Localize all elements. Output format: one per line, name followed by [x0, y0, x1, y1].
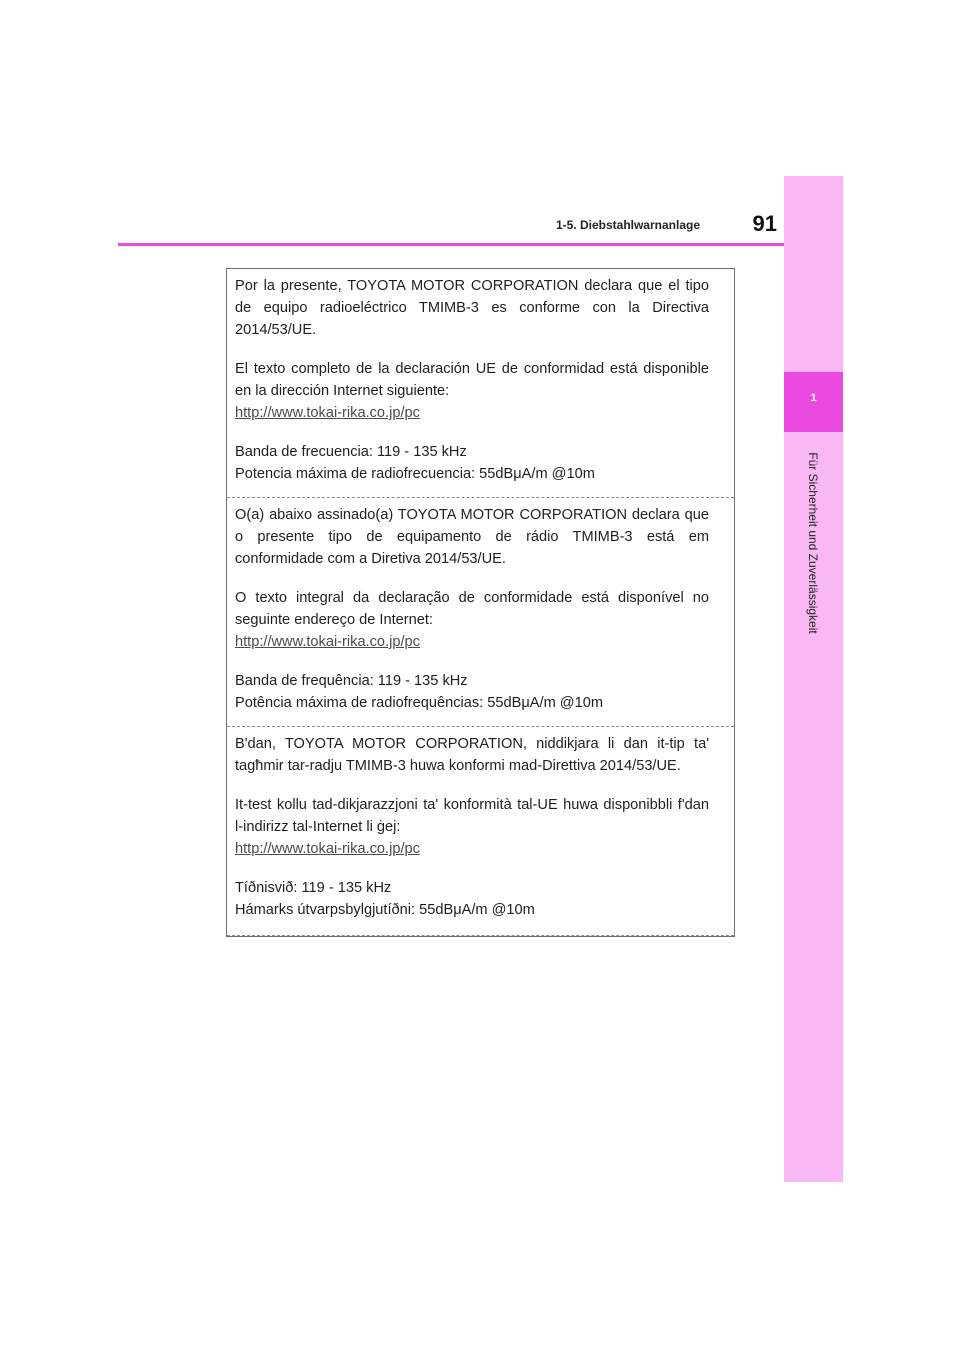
- declaration-link[interactable]: http://www.tokai-rika.co.jp/pc: [235, 841, 420, 857]
- chapter-number: 1: [810, 392, 817, 404]
- power-text: Potencia máxima de radiofrecuencia: 55dBμA/m @10m: [235, 466, 595, 482]
- availability-text: El texto completo de la declaración UE de conformidad está disponible en la dirección Internet siguiente:: [235, 361, 709, 399]
- power-text: Hámarks útvarpsbylgjutíðni: 55dBμA/m @10m: [235, 902, 535, 918]
- declaration-text: O(a) abaixo assinado(a) TOYOTA MOTOR CORPORATION declara que o presente tipo de equipamento de rádio TMIMB-3 está em conformidade com a Diretiva 2014/53/UE.: [235, 507, 709, 567]
- frequency-text: Banda de frecuencia: 119 - 135 kHz: [235, 444, 467, 460]
- power-text: Potência máxima de radiofrequências: 55dBμA/m @10m: [235, 695, 603, 711]
- conformity-notice-box: [226, 268, 735, 937]
- section-title: 1-5. Diebstahlwarnanlage: [555, 218, 700, 232]
- notice-section-spanish: [227, 269, 734, 498]
- chapter-label: Für Sicherheit und Zuverlässigkeit: [806, 452, 820, 634]
- header-rule: [118, 243, 784, 246]
- chapter-side-tab: [784, 176, 843, 1182]
- declaration-link[interactable]: http://www.tokai-rika.co.jp/pc: [235, 405, 420, 421]
- declaration-text: B'dan, TOYOTA MOTOR CORPORATION, niddikjara li dan it-tip ta' tagħmir tar-radju TMIMB-3 huwa konformi mad-Direttiva 2014/53/UE.: [235, 736, 709, 774]
- declaration-text: Por la presente, TOYOTA MOTOR CORPORATION declara que el tipo de equipo radioeléctrico TMIMB-3 es conforme con la Directiva 2014/53/UE.: [235, 278, 709, 338]
- notice-section-maltese: [227, 727, 734, 936]
- availability-text: It-test kollu tad-dikjarazzjoni ta' konformità tal-UE huwa disponibbli f'dan l-indirizz tal-Internet li ġej:: [235, 797, 709, 835]
- page-number: 91: [752, 211, 777, 236]
- frequency-text: Tíðnisvið: 119 - 135 kHz: [235, 880, 392, 896]
- declaration-link[interactable]: http://www.tokai-rika.co.jp/pc: [235, 634, 420, 650]
- availability-text: O texto integral da declaração de conformidade está disponível no seguinte endereço de Internet:: [235, 590, 709, 628]
- notice-section-portuguese: [227, 498, 734, 727]
- frequency-text: Banda de frequência: 119 - 135 kHz: [235, 673, 468, 689]
